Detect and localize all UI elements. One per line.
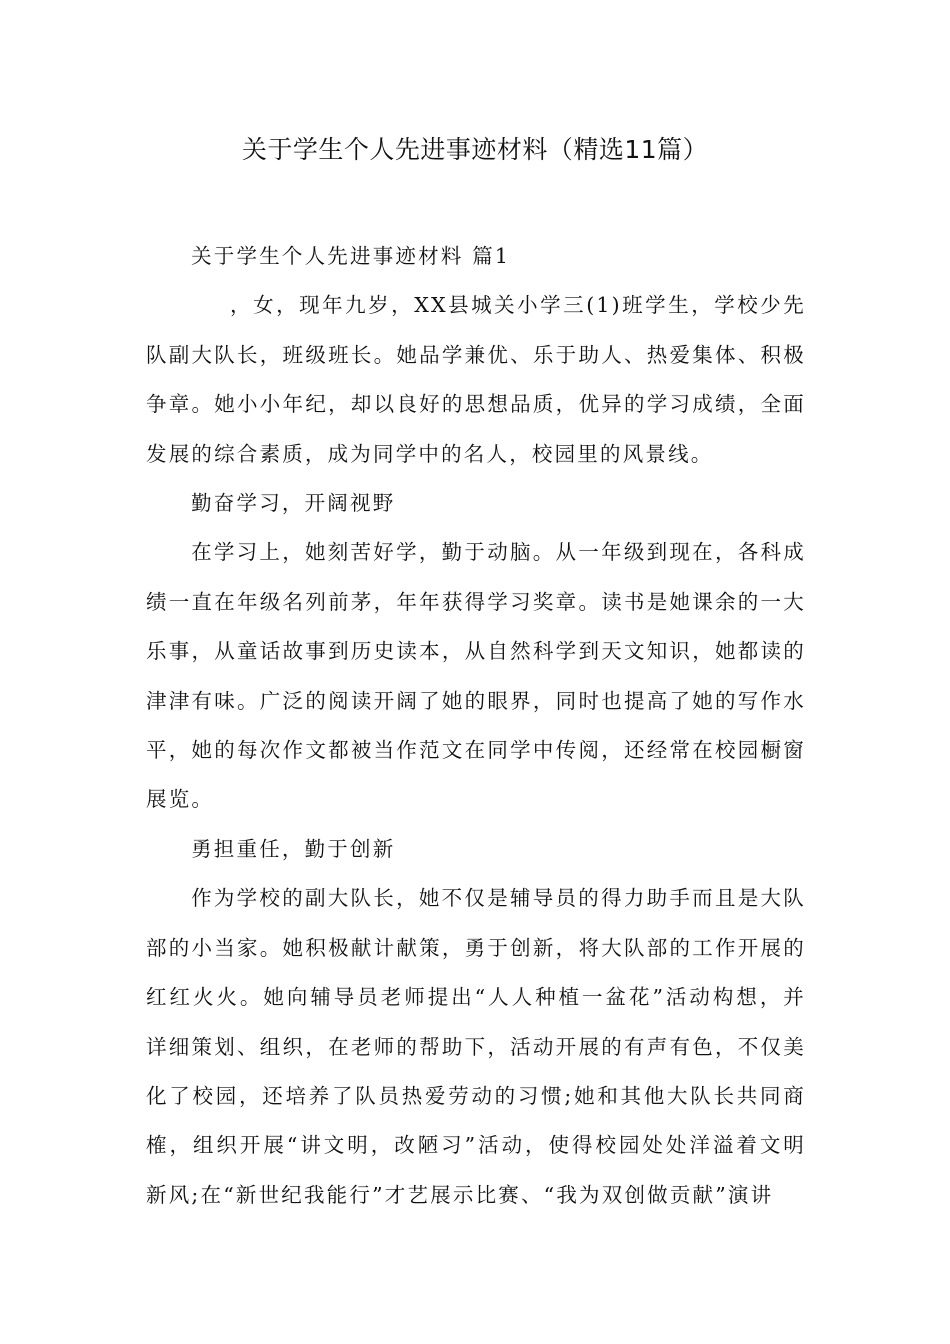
section-heading: 关于学生个人先进事迹材料 篇1 — [191, 244, 511, 268]
paragraph-intro: ，女，现年九岁，XX县城关小学三(1)班学生，学校少先队副大队长，班级班长。她品学兼优、乐于助人、热爱集体、积极争章。她小小年纪，却以良好的思想品质，优异的学习成绩，全面发展的综合素质，成为同学中的名人，校园里的风景线。 — [146, 293, 806, 466]
subheading-study: 勤奋学习，开阔视野 — [191, 491, 396, 516]
subheading-responsibility: 勇担重任，勤于创新 — [191, 836, 396, 861]
document-body — [146, 232, 806, 1220]
document-title: 关于学生个人先进事迹材料（精选11篇） — [241, 135, 709, 164]
paragraph-study: 在学习上，她刻苦好学，勤于动脑。从一年级到现在，各科成绩一直在年级名列前茅，年年获得学习奖章。读书是她课余的一大乐事，从童话故事到历史读本，从自然科学到天文知识，她都读的津津有味。广泛的阅读开阔了她的眼界，同时也提高了她的写作水平，她的每次作文都被当作范文在同学中传阅，还经常在校园橱窗展览。 — [146, 540, 806, 812]
paragraph-responsibility: 作为学校的副大队长，她不仅是辅导员的得力助手而且是大队部的小当家。她积极献计献策，勇于创新，将大队部的工作开展的红红火火。她向辅导员老师提出“人人种植一盆花”活动构想，并详细策划、组织，在老师的帮助下，活动开展的有声有色，不仅美化了校园，还培养了队员热爱劳动的习惯;她和其他大队长共同商榷，组织开展“讲文明，改陋习”活动，使得校园处处洋溢着文明新风;在“新世纪我能行”才艺展示比赛、“我为双创做贡献”演讲 — [146, 886, 806, 1207]
